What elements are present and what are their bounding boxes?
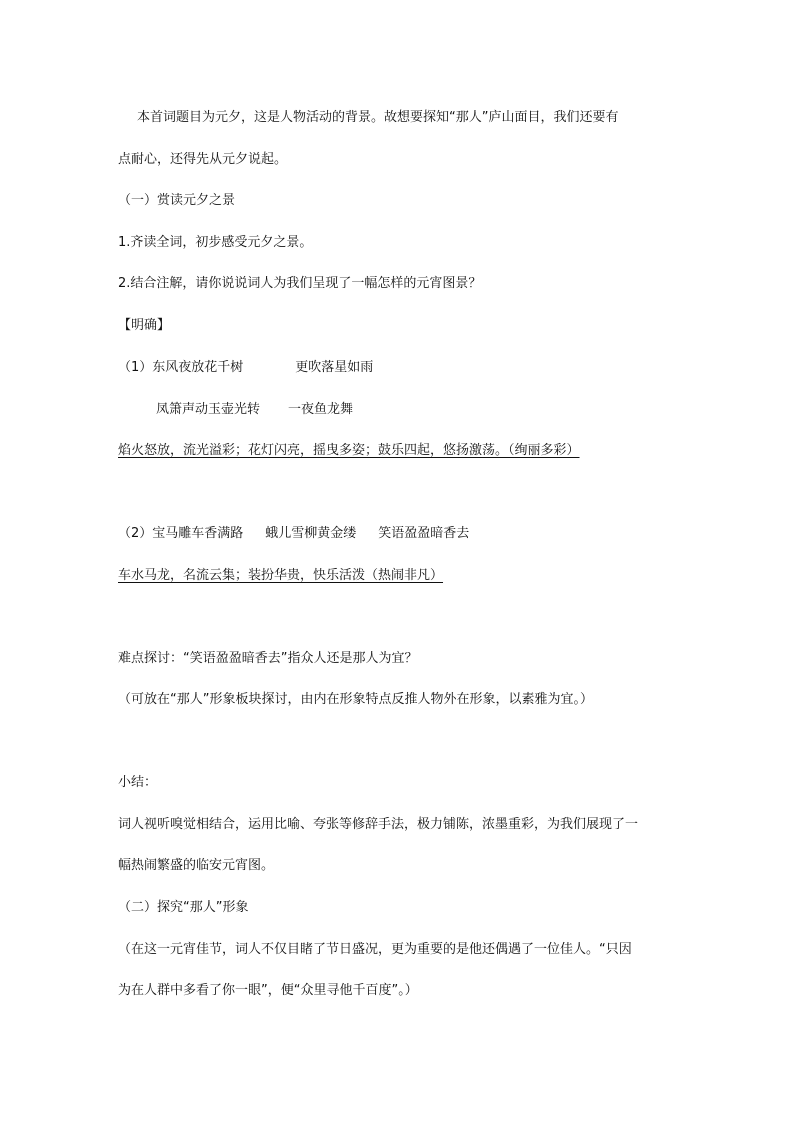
difficulty-note: （可放在“那人”形象板块探讨，由内在形象特点反推人物外在形象，以素雅为宜。）: [118, 692, 593, 707]
section-heading-two: （二）探究“那人”形象: [118, 900, 249, 915]
verse-2c: 笑语盈盈暗香去: [378, 526, 470, 541]
verse-1a: （1）东风夜放花千树: [118, 360, 244, 375]
verse-1c: 凤箫声动玉壶光转: [156, 402, 261, 417]
closing-paragraph-line-1: （在这一元宵佳节，词人不仅目睹了节日盛况，更为重要的是他还偶遇了一位佳人。“只因: [118, 942, 632, 957]
verse-group-1-line-1: [118, 359, 373, 377]
paragraph-intro-line-2: 点耐心，还得先从元夕说起。: [118, 152, 288, 167]
list-item-1: 1.齐读全词，初步感受元夕之景。: [118, 235, 313, 250]
summary-line-1: 词人视听嗅觉相结合，运用比喻、夸张等修辞手法，极力铺陈，浓墨重彩，为我们展现了一: [118, 817, 639, 832]
summary-title: 小结：: [118, 775, 158, 790]
verse-group-1-line-2: [156, 401, 353, 419]
list-item-2: 2.结合注解，请你说说词人为我们呈现了一幅怎样的元宵图景？: [118, 276, 482, 291]
summary-line-2: 幅热闹繁盛的临安元宵图。: [118, 858, 275, 873]
verse-group-2-answer: 车水马龙，名流云集；装扮华贵，快乐活泼（热闹非凡）: [118, 568, 444, 583]
paragraph-intro-line-1: 本首词题目为元夕，这是人物活动的背景。故想要探知“那人”庐山面目，我们还要有: [137, 110, 619, 125]
closing-paragraph-line-2: 为在人群中多看了你一眼”，便“众里寻他千百度”。）: [118, 983, 418, 998]
verse-2b: 蛾儿雪柳黄金缕: [265, 526, 357, 541]
verse-1b: 更吹落星如雨: [295, 360, 374, 375]
clarify-label: 【明确】: [118, 318, 171, 333]
verse-2a: （2）宝马雕车香满路: [118, 526, 244, 541]
difficulty-question: 难点探讨：“笑语盈盈暗香去”指众人还是那人为宜？: [118, 651, 418, 666]
verse-1d: 一夜鱼龙舞: [288, 402, 354, 417]
verse-group-1-answer: 焰火怒放，流光溢彩；花灯闪亮，摇曳多姿；鼓乐四起，悠扬激荡。（绚丽多彩）: [118, 443, 580, 458]
section-heading-one: （一）赏读元夕之景: [118, 193, 236, 208]
verse-group-2-line: [118, 525, 469, 543]
